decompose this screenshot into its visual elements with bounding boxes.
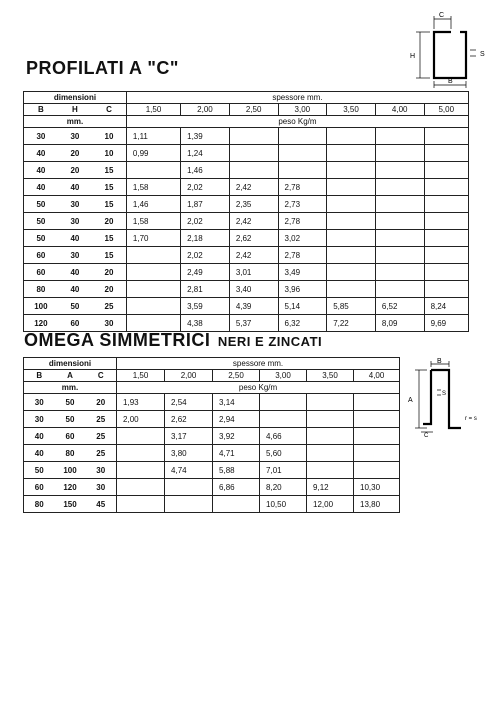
omega-weight-cell: 4,71	[213, 445, 260, 462]
omega-diagram-label-c: C	[424, 433, 429, 438]
c-weight-cell	[375, 196, 424, 213]
omega-profiles-table	[23, 357, 400, 513]
c-header-row-3	[24, 116, 469, 128]
omega-weight-cell: 8,20	[260, 479, 307, 496]
omega-dim-cell: 25	[86, 428, 117, 445]
c-weight-cell	[375, 247, 424, 264]
c-diagram-label-s: S	[480, 51, 485, 58]
c-weight-cell: 2,78	[278, 179, 327, 196]
c-table-row	[24, 162, 469, 179]
c-weight-cell: 1,11	[126, 128, 180, 145]
c-dim-cell: 20	[58, 162, 92, 179]
c-weight-cell	[327, 145, 376, 162]
omega-weight-cell: 2,00	[117, 411, 165, 428]
c-weight-cell	[327, 247, 376, 264]
omega-thickness-2: 2,50	[213, 370, 260, 382]
c-weight-cell: 1,46	[126, 196, 180, 213]
omega-weight-cell: 3,17	[165, 428, 213, 445]
c-thickness-3: 3,00	[278, 104, 327, 116]
omega-weight-cell	[213, 496, 260, 513]
c-weight-cell	[424, 230, 468, 247]
c-dim-cell: 40	[24, 162, 58, 179]
c-weight-cell	[424, 145, 468, 162]
c-weight-cell: 2,18	[181, 230, 230, 247]
c-weight-cell	[424, 179, 468, 196]
c-weight-cell: 3,01	[229, 264, 278, 281]
omega-dim-cell: 25	[86, 445, 117, 462]
c-profile-shape	[434, 32, 466, 78]
omega-dim-cell: 50	[24, 462, 55, 479]
c-dim-cell: 20	[92, 213, 126, 230]
omega-header-row-1	[24, 358, 400, 370]
omega-dim-cell: 30	[86, 479, 117, 496]
c-weight-cell: 2,42	[229, 179, 278, 196]
c-profiles-title: PROFILATI A "C"	[26, 58, 179, 78]
c-table-row	[24, 247, 469, 264]
omega-diagram-label-r: r = s	[465, 416, 477, 422]
c-weight-cell: 2,02	[181, 213, 230, 230]
omega-weight-cell: 4,66	[260, 428, 307, 445]
c-dim-cell: 50	[24, 213, 58, 230]
c-weight-cell: 6,32	[278, 315, 327, 332]
c-dim-cell: 50	[58, 298, 92, 315]
c-weight-cell	[375, 230, 424, 247]
c-dim-cell: 60	[24, 264, 58, 281]
omega-title-main: OMEGA SIMMETRICI	[24, 330, 211, 350]
c-weight-cell	[327, 128, 376, 145]
c-weight-cell	[327, 162, 376, 179]
c-weight-cell: 0,99	[126, 145, 180, 162]
omega-diagram-label-s: S	[442, 391, 447, 397]
c-weight-cell: 2,81	[181, 281, 230, 298]
c-dim-cell: 40	[24, 145, 58, 162]
c-weight-cell	[424, 162, 468, 179]
c-dim-cell: 40	[58, 264, 92, 281]
c-thickness-6: 5,00	[424, 104, 468, 116]
c-dim-header-b: B	[24, 104, 58, 116]
c-weight-cell	[278, 145, 327, 162]
omega-weight-cell: 4,74	[165, 462, 213, 479]
c-weight-cell: 1,39	[181, 128, 230, 145]
c-dim-cell: 20	[92, 264, 126, 281]
omega-dim-cell: 60	[55, 428, 86, 445]
c-dim-cell: 20	[58, 145, 92, 162]
omega-table-row	[24, 428, 400, 445]
c-table-row	[24, 230, 469, 247]
c-dim-cell: 15	[92, 196, 126, 213]
c-dimensions-header: dimensioni	[24, 92, 127, 104]
c-table-row	[24, 213, 469, 230]
omega-weight-cell: 2,54	[165, 394, 213, 411]
c-dim-cell: 30	[92, 315, 126, 332]
c-weight-cell: 4,39	[229, 298, 278, 315]
c-weight-cell	[327, 213, 376, 230]
c-weight-cell: 8,09	[375, 315, 424, 332]
c-table-row	[24, 128, 469, 145]
c-weight-cell: 1,46	[181, 162, 230, 179]
c-dim-cell: 10	[92, 145, 126, 162]
c-thickness-2: 2,50	[229, 104, 278, 116]
c-dim-cell: 60	[24, 247, 58, 264]
omega-weight-cell: 2,62	[165, 411, 213, 428]
omega-weight-cell	[307, 394, 354, 411]
c-weight-cell: 2,62	[229, 230, 278, 247]
omega-weight-cell: 13,80	[354, 496, 400, 513]
c-weight-cell: 3,96	[278, 281, 327, 298]
c-weight-cell: 2,42	[229, 213, 278, 230]
c-dim-cell: 100	[24, 298, 58, 315]
c-dim-cell: 60	[58, 315, 92, 332]
omega-weight-cell	[354, 428, 400, 445]
c-weight-cell	[375, 281, 424, 298]
c-weight-cell	[424, 128, 468, 145]
c-diagram-label-h: H	[410, 53, 416, 60]
omega-weight-cell	[260, 394, 307, 411]
c-thickness-0: 1,50	[126, 104, 180, 116]
omega-mm-header: mm.	[24, 382, 117, 394]
c-table-row	[24, 179, 469, 196]
c-table-row	[24, 145, 469, 162]
omega-diagram-label-a: A	[408, 397, 413, 404]
c-weight-cell	[229, 128, 278, 145]
omega-weight-cell: 7,01	[260, 462, 307, 479]
omega-weight-cell	[117, 479, 165, 496]
c-weight-cell: 8,24	[424, 298, 468, 315]
omega-dim-cell: 60	[24, 479, 55, 496]
omega-table-row	[24, 445, 400, 462]
c-dim-cell: 15	[92, 230, 126, 247]
c-weight-cell	[375, 162, 424, 179]
c-dim-cell: 40	[58, 281, 92, 298]
c-dim-cell: 25	[92, 298, 126, 315]
omega-dim-cell: 100	[55, 462, 86, 479]
c-weight-cell	[375, 264, 424, 281]
omega-weight-cell	[354, 394, 400, 411]
c-weight-cell	[126, 264, 180, 281]
omega-weight-cell	[354, 462, 400, 479]
omega-weight-cell	[165, 479, 213, 496]
c-dim-cell: 30	[58, 128, 92, 145]
omega-weight-cell: 3,92	[213, 428, 260, 445]
omega-dim-cell: 30	[24, 411, 55, 428]
c-table-row	[24, 298, 469, 315]
omega-dim-cell: 25	[86, 411, 117, 428]
omega-weight-cell: 9,12	[307, 479, 354, 496]
c-dim-cell: 50	[24, 196, 58, 213]
c-header-row-1	[24, 92, 469, 104]
omega-title-sub: NERI E ZINCATI	[217, 334, 323, 349]
c-dim-cell: 10	[92, 128, 126, 145]
omega-dim-cell: 40	[24, 445, 55, 462]
c-weight-cell	[229, 162, 278, 179]
omega-table-row	[24, 479, 400, 496]
omega-dim-header-a: A	[55, 370, 86, 382]
c-weight-cell: 1,58	[126, 213, 180, 230]
omega-table-row	[24, 462, 400, 479]
omega-weight-cell	[307, 462, 354, 479]
c-weight-header: peso Kg/m	[126, 116, 468, 128]
omega-weight-cell: 10,30	[354, 479, 400, 496]
c-diagram-label-b: B	[448, 78, 453, 85]
omega-diagram-label-b: B	[437, 358, 442, 365]
c-weight-cell: 5,37	[229, 315, 278, 332]
omega-dim-cell: 30	[24, 394, 55, 411]
omega-thickness-4: 3,50	[307, 370, 354, 382]
omega-weight-cell: 6,86	[213, 479, 260, 496]
omega-dim-cell: 40	[24, 428, 55, 445]
omega-thickness-0: 1,50	[117, 370, 165, 382]
c-dim-cell: 30	[24, 128, 58, 145]
c-dim-cell: 120	[24, 315, 58, 332]
c-profiles-table	[23, 91, 469, 332]
c-weight-cell: 2,35	[229, 196, 278, 213]
omega-thickness-3: 3,00	[260, 370, 307, 382]
c-dim-cell: 40	[24, 179, 58, 196]
c-weight-cell: 3,40	[229, 281, 278, 298]
c-weight-cell: 1,24	[181, 145, 230, 162]
c-weight-cell	[229, 145, 278, 162]
c-header-row-2	[24, 104, 469, 116]
c-weight-cell: 3,02	[278, 230, 327, 247]
c-weight-cell	[327, 264, 376, 281]
omega-header-row-3	[24, 382, 400, 394]
omega-dim-cell: 50	[55, 411, 86, 428]
omega-weight-cell	[307, 445, 354, 462]
c-weight-cell	[424, 247, 468, 264]
c-dim-cell: 40	[58, 179, 92, 196]
c-weight-cell: 2,02	[181, 247, 230, 264]
c-dim-cell: 15	[92, 247, 126, 264]
c-weight-cell: 3,59	[181, 298, 230, 315]
c-weight-cell	[424, 196, 468, 213]
c-weight-cell	[126, 315, 180, 332]
c-thickness-header: spessore mm.	[126, 92, 468, 104]
c-weight-cell	[278, 162, 327, 179]
omega-dim-cell: 80	[24, 496, 55, 513]
omega-weight-cell	[260, 411, 307, 428]
c-weight-cell: 2,42	[229, 247, 278, 264]
c-dim-cell: 50	[24, 230, 58, 247]
c-weight-cell	[424, 213, 468, 230]
omega-weight-cell: 10,50	[260, 496, 307, 513]
c-weight-cell	[126, 298, 180, 315]
omega-weight-cell	[117, 428, 165, 445]
c-weight-cell: 2,49	[181, 264, 230, 281]
omega-thickness-5: 4,00	[354, 370, 400, 382]
c-weight-cell: 2,73	[278, 196, 327, 213]
c-weight-cell: 6,52	[375, 298, 424, 315]
c-weight-cell: 2,02	[181, 179, 230, 196]
omega-weight-cell: 1,93	[117, 394, 165, 411]
c-dim-cell: 80	[24, 281, 58, 298]
omega-weight-cell	[354, 445, 400, 462]
omega-weight-cell	[307, 411, 354, 428]
c-weight-cell: 3,49	[278, 264, 327, 281]
c-thickness-5: 4,00	[375, 104, 424, 116]
c-weight-cell	[424, 264, 468, 281]
c-dim-header-h: H	[58, 104, 92, 116]
c-weight-cell: 2,78	[278, 213, 327, 230]
c-weight-cell	[375, 179, 424, 196]
omega-weight-cell: 3,14	[213, 394, 260, 411]
c-weight-cell: 4,38	[181, 315, 230, 332]
c-weight-cell	[327, 230, 376, 247]
c-dim-cell: 15	[92, 162, 126, 179]
c-weight-cell	[327, 196, 376, 213]
omega-header-row-2	[24, 370, 400, 382]
c-dim-cell: 40	[58, 230, 92, 247]
c-dim-cell: 15	[92, 179, 126, 196]
omega-weight-cell: 3,80	[165, 445, 213, 462]
c-weight-cell: 2,78	[278, 247, 327, 264]
omega-profiles-title	[24, 330, 322, 351]
c-diagram-label-c: C	[439, 12, 445, 19]
c-table-row	[24, 264, 469, 281]
omega-weight-cell	[165, 496, 213, 513]
omega-dim-cell: 50	[55, 394, 86, 411]
c-table-row	[24, 281, 469, 298]
omega-profile-shape	[423, 370, 461, 428]
c-mm-header: mm.	[24, 116, 127, 128]
c-weight-cell	[375, 128, 424, 145]
omega-dim-header-c: C	[86, 370, 117, 382]
c-weight-cell	[126, 281, 180, 298]
c-table-row	[24, 196, 469, 213]
omega-table-row	[24, 394, 400, 411]
omega-dim-cell: 120	[55, 479, 86, 496]
omega-weight-cell: 12,00	[307, 496, 354, 513]
c-weight-cell: 7,22	[327, 315, 376, 332]
c-weight-cell	[126, 162, 180, 179]
omega-weight-cell	[117, 462, 165, 479]
omega-table-row	[24, 411, 400, 428]
c-weight-cell: 5,85	[327, 298, 376, 315]
c-weight-cell	[327, 281, 376, 298]
omega-weight-cell	[117, 445, 165, 462]
omega-weight-header: peso Kg/m	[117, 382, 400, 394]
omega-weight-cell	[354, 411, 400, 428]
omega-thickness-header: spessore mm.	[117, 358, 400, 370]
omega-weight-cell	[117, 496, 165, 513]
c-profile-diagram	[408, 10, 498, 90]
omega-dimensions-header: dimensioni	[24, 358, 117, 370]
c-weight-cell: 9,69	[424, 315, 468, 332]
c-table-row	[24, 315, 469, 332]
c-weight-cell	[278, 128, 327, 145]
c-thickness-4: 3,50	[327, 104, 376, 116]
omega-profile-diagram	[405, 358, 485, 438]
c-weight-cell: 1,70	[126, 230, 180, 247]
c-weight-cell	[126, 247, 180, 264]
omega-dim-cell: 30	[86, 462, 117, 479]
omega-weight-cell: 5,60	[260, 445, 307, 462]
omega-dim-cell: 45	[86, 496, 117, 513]
c-weight-cell: 1,87	[181, 196, 230, 213]
omega-thickness-1: 2,00	[165, 370, 213, 382]
omega-weight-cell: 2,94	[213, 411, 260, 428]
c-weight-cell	[375, 145, 424, 162]
c-weight-cell	[424, 281, 468, 298]
omega-dim-cell: 80	[55, 445, 86, 462]
omega-dim-cell: 20	[86, 394, 117, 411]
c-dim-cell: 30	[58, 247, 92, 264]
c-weight-cell	[327, 179, 376, 196]
c-dim-cell: 30	[58, 196, 92, 213]
c-weight-cell: 5,14	[278, 298, 327, 315]
c-weight-cell: 1,58	[126, 179, 180, 196]
omega-dim-cell: 150	[55, 496, 86, 513]
c-dim-header-c: C	[92, 104, 126, 116]
omega-weight-cell	[307, 428, 354, 445]
c-dim-cell: 30	[58, 213, 92, 230]
omega-table-row	[24, 496, 400, 513]
c-weight-cell	[375, 213, 424, 230]
c-thickness-1: 2,00	[181, 104, 230, 116]
c-dim-cell: 20	[92, 281, 126, 298]
omega-weight-cell: 5,88	[213, 462, 260, 479]
omega-dim-header-b: B	[24, 370, 55, 382]
